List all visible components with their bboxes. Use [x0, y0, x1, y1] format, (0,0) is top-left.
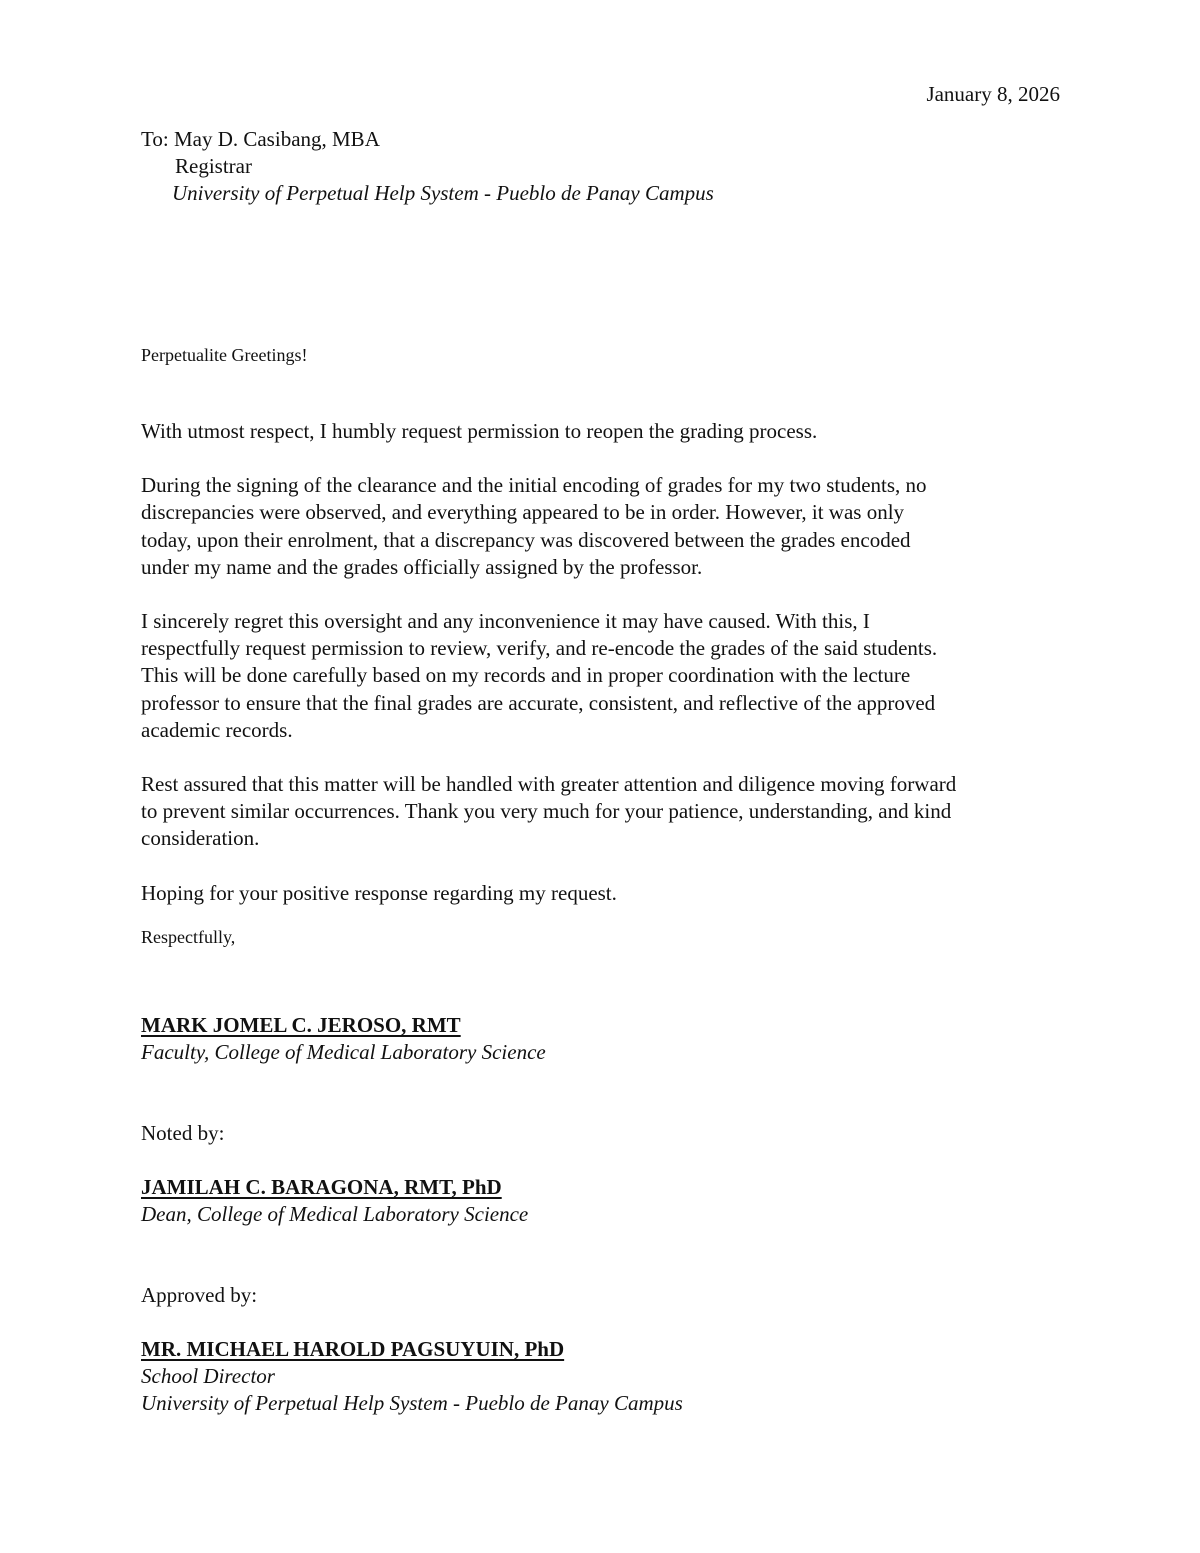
paragraph-2 — [141, 472, 1071, 581]
closing: Respectfully, — [141, 927, 236, 947]
paragraph-4-line: to prevent similar occurrences. Thank you very much for your patience, understanding, and kind — [141, 799, 952, 824]
signatory-block-3 — [141, 1336, 683, 1417]
signatory-block-2 — [141, 1174, 528, 1228]
paragraph-3-line: I sincerely regret this oversight and any inconvenience it may have caused. With this, I — [141, 609, 870, 634]
paragraph-3-line: academic records. — [141, 717, 293, 742]
paragraph-4 — [141, 771, 1071, 853]
recipient-title: Registrar — [175, 154, 252, 178]
paragraph-2-line: today, upon their enrolment, that a discrepancy was discovered between the grades encoded — [141, 527, 911, 552]
paragraph-5: Hoping for your positive response regarding my request. — [141, 880, 617, 905]
paragraph-2-line: During the signing of the clearance and the initial encoding of grades for my two students, no — [141, 473, 927, 498]
signatory-3-role: School Director — [141, 1364, 275, 1388]
signatory-2-role: Dean, College of Medical Laboratory Science — [141, 1202, 529, 1226]
paragraph-2-line: under my name and the grades officially assigned by the professor. — [141, 554, 703, 579]
recipient-institution: University of Perpetual Help System - Pueblo de Panay Campus — [172, 181, 714, 205]
paragraph-3-line: This will be done carefully based on my records and in proper coordination with the lecture — [141, 663, 911, 688]
signatory-1-name: MARK JOMEL C. JEROSO, RMT — [141, 1013, 461, 1037]
paragraph-4-line: Rest assured that this matter will be handled with greater attention and diligence moving forward — [141, 772, 957, 797]
letter-body — [141, 418, 1071, 934]
paragraph-4-line: consideration. — [141, 826, 260, 851]
signatory-1-role: Faculty, College of Medical Laboratory Science — [141, 1040, 546, 1064]
paragraph-1: With utmost respect, I humbly request permission to reopen the grading process. — [141, 419, 818, 443]
recipient-block — [141, 126, 714, 207]
approved-by-label: Approved by: — [141, 1283, 258, 1307]
paragraph-3 — [141, 608, 1071, 744]
signatory-3-institution: University of Perpetual Help System - Pueblo de Panay Campus — [141, 1391, 683, 1415]
noted-by-label: Noted by: — [141, 1121, 225, 1145]
recipient-name: To: May D. Casibang, MBA — [141, 127, 380, 151]
greeting: Perpetualite Greetings! — [141, 345, 308, 365]
signatory-2-name: JAMILAH C. BARAGONA, RMT, PhD — [141, 1175, 502, 1199]
paragraph-3-line: professor to ensure that the final grades are accurate, consistent, and reflective of the approved — [141, 690, 936, 715]
signatory-block-1 — [141, 1012, 546, 1066]
paragraph-3-line: respectfully request permission to review, verify, and re-encode the grades of the said students. — [141, 636, 938, 661]
letter-date: January 8, 2026 — [926, 82, 1060, 106]
signatory-3-name: MR. MICHAEL HAROLD PAGSUYUIN, PhD — [141, 1337, 565, 1361]
paragraph-2-line: discrepancies were observed, and everything appeared to be in order. However, it was only — [141, 500, 905, 525]
